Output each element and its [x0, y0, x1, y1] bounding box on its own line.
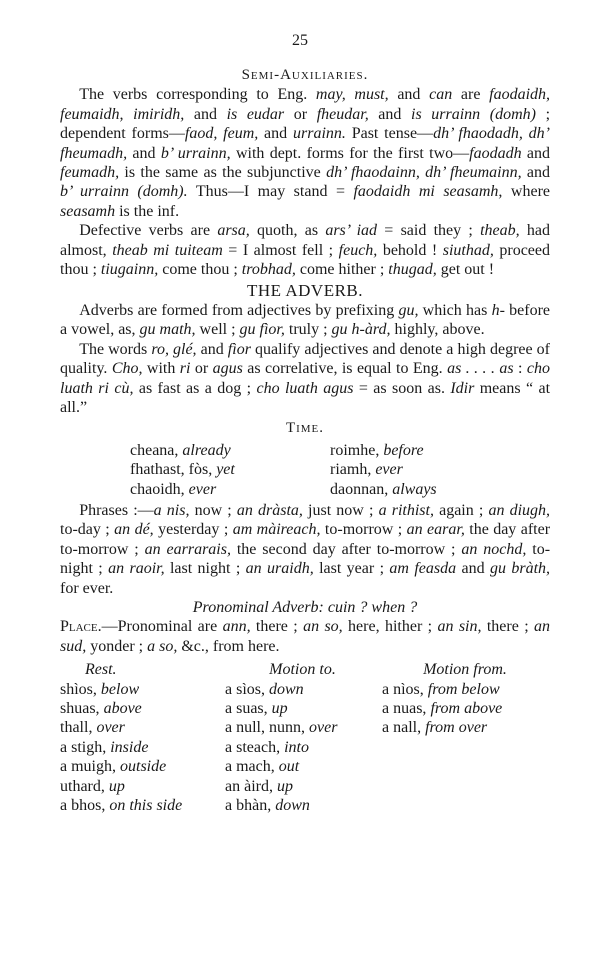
italic-text: feumadh, — [60, 164, 120, 182]
text-run: to-night ; — [60, 540, 551, 578]
italic-text: an diugh, — [488, 501, 551, 519]
text-run: and — [521, 164, 551, 182]
italic-text: gu, — [398, 301, 419, 319]
italic-text: from over — [425, 719, 488, 737]
text-run: a sìos, — [225, 680, 269, 698]
text-run: shìos, — [60, 680, 101, 698]
text-run: before a vowel, as, — [60, 301, 550, 339]
text-run: behold ! — [377, 241, 443, 259]
italic-text: fìor — [227, 340, 251, 358]
text-run: last year ; — [313, 560, 390, 578]
place-cell-motion-from — [380, 718, 550, 737]
text-run: —Pronominal are — [101, 618, 223, 636]
italic-text: up — [108, 777, 125, 795]
italic-text: urrainn. — [292, 125, 346, 143]
italic-text: dh’ fhaodadh, dh’ fheumadh, — [60, 125, 551, 162]
text-run: to-day ; — [60, 521, 115, 539]
italic-text: h- — [491, 301, 505, 319]
italic-text: before — [383, 441, 424, 459]
italic-text: an dé, — [114, 521, 154, 539]
italic-text: out — [278, 758, 300, 776]
italic-text: an dràsta, — [236, 501, 303, 519]
text-run: or — [284, 105, 317, 123]
text-run: for ever. — [60, 579, 114, 597]
italic-text: faod, feum, — [184, 125, 259, 143]
text-run: and — [184, 105, 227, 123]
text-run: again ; — [433, 501, 489, 519]
section-heading-semi-auxiliaries: Semi-Auxiliaries. — [241, 67, 369, 83]
place-cell-rest — [60, 680, 225, 699]
text-run: come thou ; — [158, 261, 242, 279]
italic-text: dh’ fhaodainn, dh’ fheumainn, — [326, 164, 522, 182]
place-cell-rest — [60, 796, 225, 815]
text-run: = as soon as. — [353, 379, 451, 397]
italic-text: gu math, — [139, 321, 196, 339]
text-run: which has — [418, 301, 492, 319]
italic-text: an nochd, — [461, 540, 527, 558]
time-cell — [330, 460, 530, 479]
text-run: shuas, — [60, 700, 104, 717]
text-run: a stigh, — [60, 738, 111, 756]
italic-text: a so, — [147, 637, 178, 655]
italic-text: yet — [216, 461, 235, 479]
italic-text: am màireach, — [232, 521, 321, 539]
italic-text: inside — [110, 738, 149, 756]
text-run: where — [502, 183, 550, 201]
place-cell-motion-to — [225, 777, 380, 796]
text-run: uthard, — [60, 777, 109, 795]
italic-text: Pronominal Adverb: cuin ? — [192, 598, 368, 616]
italic-text: ars’ iad — [325, 222, 378, 240]
text-run: and — [127, 144, 161, 162]
text-run: as correlative, is equal to Eng. — [242, 360, 448, 378]
place-cell-motion-to — [225, 699, 380, 718]
italic-text: into — [284, 738, 309, 756]
italic-text: theab, — [480, 222, 520, 240]
italic-text: outside — [120, 758, 167, 776]
place-cell-motion-from — [380, 757, 550, 776]
italic-text: am feasda — [389, 560, 457, 578]
italic-text: faodadh — [469, 144, 522, 162]
italic-text: above — [103, 700, 142, 717]
italic-text: trobhad, — [241, 261, 296, 279]
place-cell-motion-to — [225, 718, 380, 737]
time-cell — [130, 480, 330, 499]
text-run: daonnan, — [330, 480, 393, 498]
text-run: The verbs corresponding to Eng. — [79, 86, 316, 104]
italic-text: an earar, — [406, 521, 465, 539]
text-run: Past tense— — [345, 125, 434, 143]
place-cell-motion-to — [225, 680, 380, 699]
italic-text: Cho, — [111, 360, 143, 378]
place-cell-motion-to — [225, 738, 380, 757]
text-run: there ; — [250, 618, 304, 636]
text-run: get out ! — [436, 261, 495, 279]
italic-text: below — [100, 680, 140, 698]
italic-text: an sud, — [60, 618, 551, 655]
place-cell-motion-from — [380, 680, 550, 699]
paragraph-adverb-qualifiers — [60, 340, 550, 418]
text-run: there ; — [481, 618, 535, 636]
italic-text: gu bràth, — [489, 560, 551, 578]
text-run: with — [142, 360, 180, 378]
column-header-rest: Rest. — [85, 661, 117, 679]
italic-text: thugad, — [388, 261, 437, 279]
italic-text: may, must, — [315, 86, 389, 104]
text-run: = said they ; — [377, 222, 481, 240]
text-run: yonder ; — [86, 637, 148, 655]
text-run: or — [190, 360, 213, 378]
text-run: and — [196, 340, 228, 358]
text-run: with dept. forms for the first two— — [230, 144, 470, 162]
italic-text: ever — [188, 480, 217, 498]
text-run: to-morrow ; — [320, 521, 407, 539]
italic-text: as . . . . as — [447, 360, 514, 378]
text-run: a nuas, — [382, 700, 431, 717]
place-adverb-table — [60, 660, 550, 815]
text-run: as fast as a dog ; — [133, 379, 257, 397]
paragraph-defective-verbs — [60, 221, 550, 279]
italic-text: a rithist, — [378, 501, 434, 519]
italic-text: cho luath agus — [256, 379, 354, 397]
text-run: riamh, — [330, 461, 376, 479]
italic-text: already — [182, 441, 231, 459]
place-cell-motion-from — [380, 777, 550, 796]
text-run: an àird, — [225, 777, 277, 795]
text-run: the day after to-morrow ; — [60, 521, 551, 558]
time-cell — [330, 480, 530, 499]
text-run: a mach, — [225, 758, 279, 776]
paragraph-place — [60, 617, 550, 656]
italic-text: is urrainn (domh) — [411, 105, 536, 123]
time-cell — [130, 460, 330, 479]
text-run: a bhàn, — [225, 797, 276, 815]
italic-text: siuthad, — [442, 241, 494, 259]
paragraph-semi-auxiliaries — [60, 85, 550, 221]
time-cell — [330, 441, 530, 460]
text-run: a suas, — [225, 700, 272, 717]
text-run: Adverbs are formed from adjectives by prefixing — [79, 301, 399, 319]
text-run: ; dependent forms— — [60, 105, 551, 143]
text-run: means “ at all.” — [60, 379, 551, 416]
text-run: Phrases :— — [79, 501, 154, 519]
text-run: had almost, — [60, 222, 551, 259]
text-run: : — [513, 360, 527, 378]
text-run: and — [521, 144, 551, 162]
text-run: a null, nunn, — [225, 719, 309, 737]
text-run: and — [456, 560, 490, 578]
italic-text: can — [429, 86, 453, 104]
italic-text: on this side — [109, 797, 183, 815]
page-body — [60, 66, 550, 815]
text-run: and — [388, 86, 430, 104]
italic-text: ann, — [222, 618, 251, 636]
text-run: cheana, — [130, 441, 183, 459]
italic-text: gu fìor, — [239, 321, 285, 339]
place-cell-rest — [60, 757, 225, 776]
text-run: thall, — [60, 719, 97, 737]
italic-text: up — [271, 700, 288, 717]
text-run: when ? — [367, 598, 418, 616]
text-run: is the inf. — [115, 202, 180, 220]
text-run: highly, above. — [390, 321, 485, 339]
italic-text: over — [309, 719, 338, 737]
italic-text: an earrarais, — [144, 540, 231, 558]
italic-text: ever — [375, 461, 403, 479]
italic-text: b’ urrainn, — [160, 144, 231, 162]
italic-text: faodaidh, feumaidh, imiridh, — [60, 86, 551, 123]
text-run: qualify adjectives and denote a high degree of quality. — [60, 340, 550, 378]
text-run: roimhe, — [330, 441, 384, 459]
italic-text: an uraidh, — [245, 560, 314, 578]
italic-text: tiugainn, — [100, 261, 159, 279]
text-run: are — [452, 86, 490, 104]
paragraph-adverb-formation — [60, 301, 550, 340]
italic-text: a nis, — [153, 501, 190, 519]
text-run: a nìos, — [382, 680, 428, 698]
time-cell — [130, 441, 330, 460]
text-run: a nall, — [382, 719, 426, 737]
italic-text: down — [269, 680, 304, 698]
text-run: now ; — [189, 501, 237, 519]
text-run: proceed thou ; — [60, 241, 550, 279]
text-run: just now ; — [302, 501, 379, 519]
subheading-time: Time. — [285, 420, 325, 437]
text-run: a muigh, — [60, 758, 120, 776]
italic-text: agus — [212, 360, 243, 378]
place-cell-motion-from — [380, 699, 550, 718]
column-header-motion-to: Motion to. — [269, 661, 336, 679]
text-run: come hither ; — [295, 261, 389, 279]
italic-text: an raoir, — [108, 560, 165, 578]
text-run: truly ; — [284, 321, 332, 339]
text-run: here, hither ; — [342, 618, 438, 636]
italic-text: ri — [179, 360, 191, 378]
small-caps-text: Place. — [60, 618, 102, 636]
italic-text: cho luath ri cù, — [60, 360, 551, 397]
text-run: and — [368, 105, 411, 123]
paragraph-phrases — [60, 501, 550, 598]
place-cell-motion-to — [225, 796, 380, 815]
page-number: 25 — [292, 32, 308, 49]
italic-text: arsa, — [217, 222, 250, 240]
text-run: a bhos, — [60, 797, 110, 815]
italic-text: is eudar — [226, 105, 285, 123]
text-run: yesterday ; — [153, 521, 233, 539]
place-cell-rest — [60, 718, 225, 737]
text-run: &c., from here. — [177, 637, 280, 655]
italic-text: ro, glé, — [151, 340, 197, 358]
italic-text: theab mi tuiteam — [112, 241, 223, 259]
text-run: a steach, — [225, 738, 285, 756]
text-run: chaoidh, — [130, 480, 189, 498]
italic-text: Idir — [450, 379, 475, 397]
place-cell-motion-from — [380, 796, 550, 815]
italic-text: from below — [427, 680, 500, 698]
italic-text: fheudar, — [316, 105, 369, 123]
text-run: is the same as the subjunctive — [119, 164, 327, 182]
text-run: Thus—I may stand = — [187, 183, 354, 201]
italic-text: faodaidh mi seasamh, — [353, 183, 503, 201]
italic-text: an so, — [303, 618, 343, 636]
time-adverb-table — [130, 441, 550, 499]
place-cell-motion-from — [380, 738, 550, 757]
place-cell-rest — [60, 777, 225, 796]
italic-text: gu h-àrd, — [331, 321, 391, 339]
text-run: quoth, as — [249, 222, 326, 240]
section-heading-adverb: THE ADVERB. — [247, 281, 363, 301]
place-cell-rest — [60, 699, 225, 718]
italic-text: up — [276, 777, 293, 795]
place-cell-motion-to — [225, 757, 380, 776]
italic-text: b’ urrainn (domh). — [60, 183, 188, 201]
italic-text: seasamh — [60, 202, 116, 220]
text-run: The words — [79, 340, 152, 358]
column-header-motion-from: Motion from. — [423, 661, 507, 679]
italic-text: always — [392, 480, 437, 498]
italic-text: an sin, — [437, 618, 482, 636]
place-cell-rest — [60, 738, 225, 757]
italic-text: from above — [430, 700, 503, 717]
text-run: and — [258, 125, 293, 143]
text-run: the second day after to-morrow ; — [230, 540, 462, 558]
italic-text: feuch, — [338, 241, 378, 259]
text-run: well ; — [195, 321, 240, 339]
text-run: = I almost fell ; — [222, 241, 339, 259]
text-run: last night ; — [164, 560, 246, 578]
italic-text: down — [275, 797, 310, 815]
italic-text: over — [96, 719, 125, 737]
text-run: fhathast, fòs, — [130, 461, 217, 479]
pronominal-adverb-heading — [60, 598, 550, 617]
text-run: Defective verbs are — [79, 222, 218, 240]
